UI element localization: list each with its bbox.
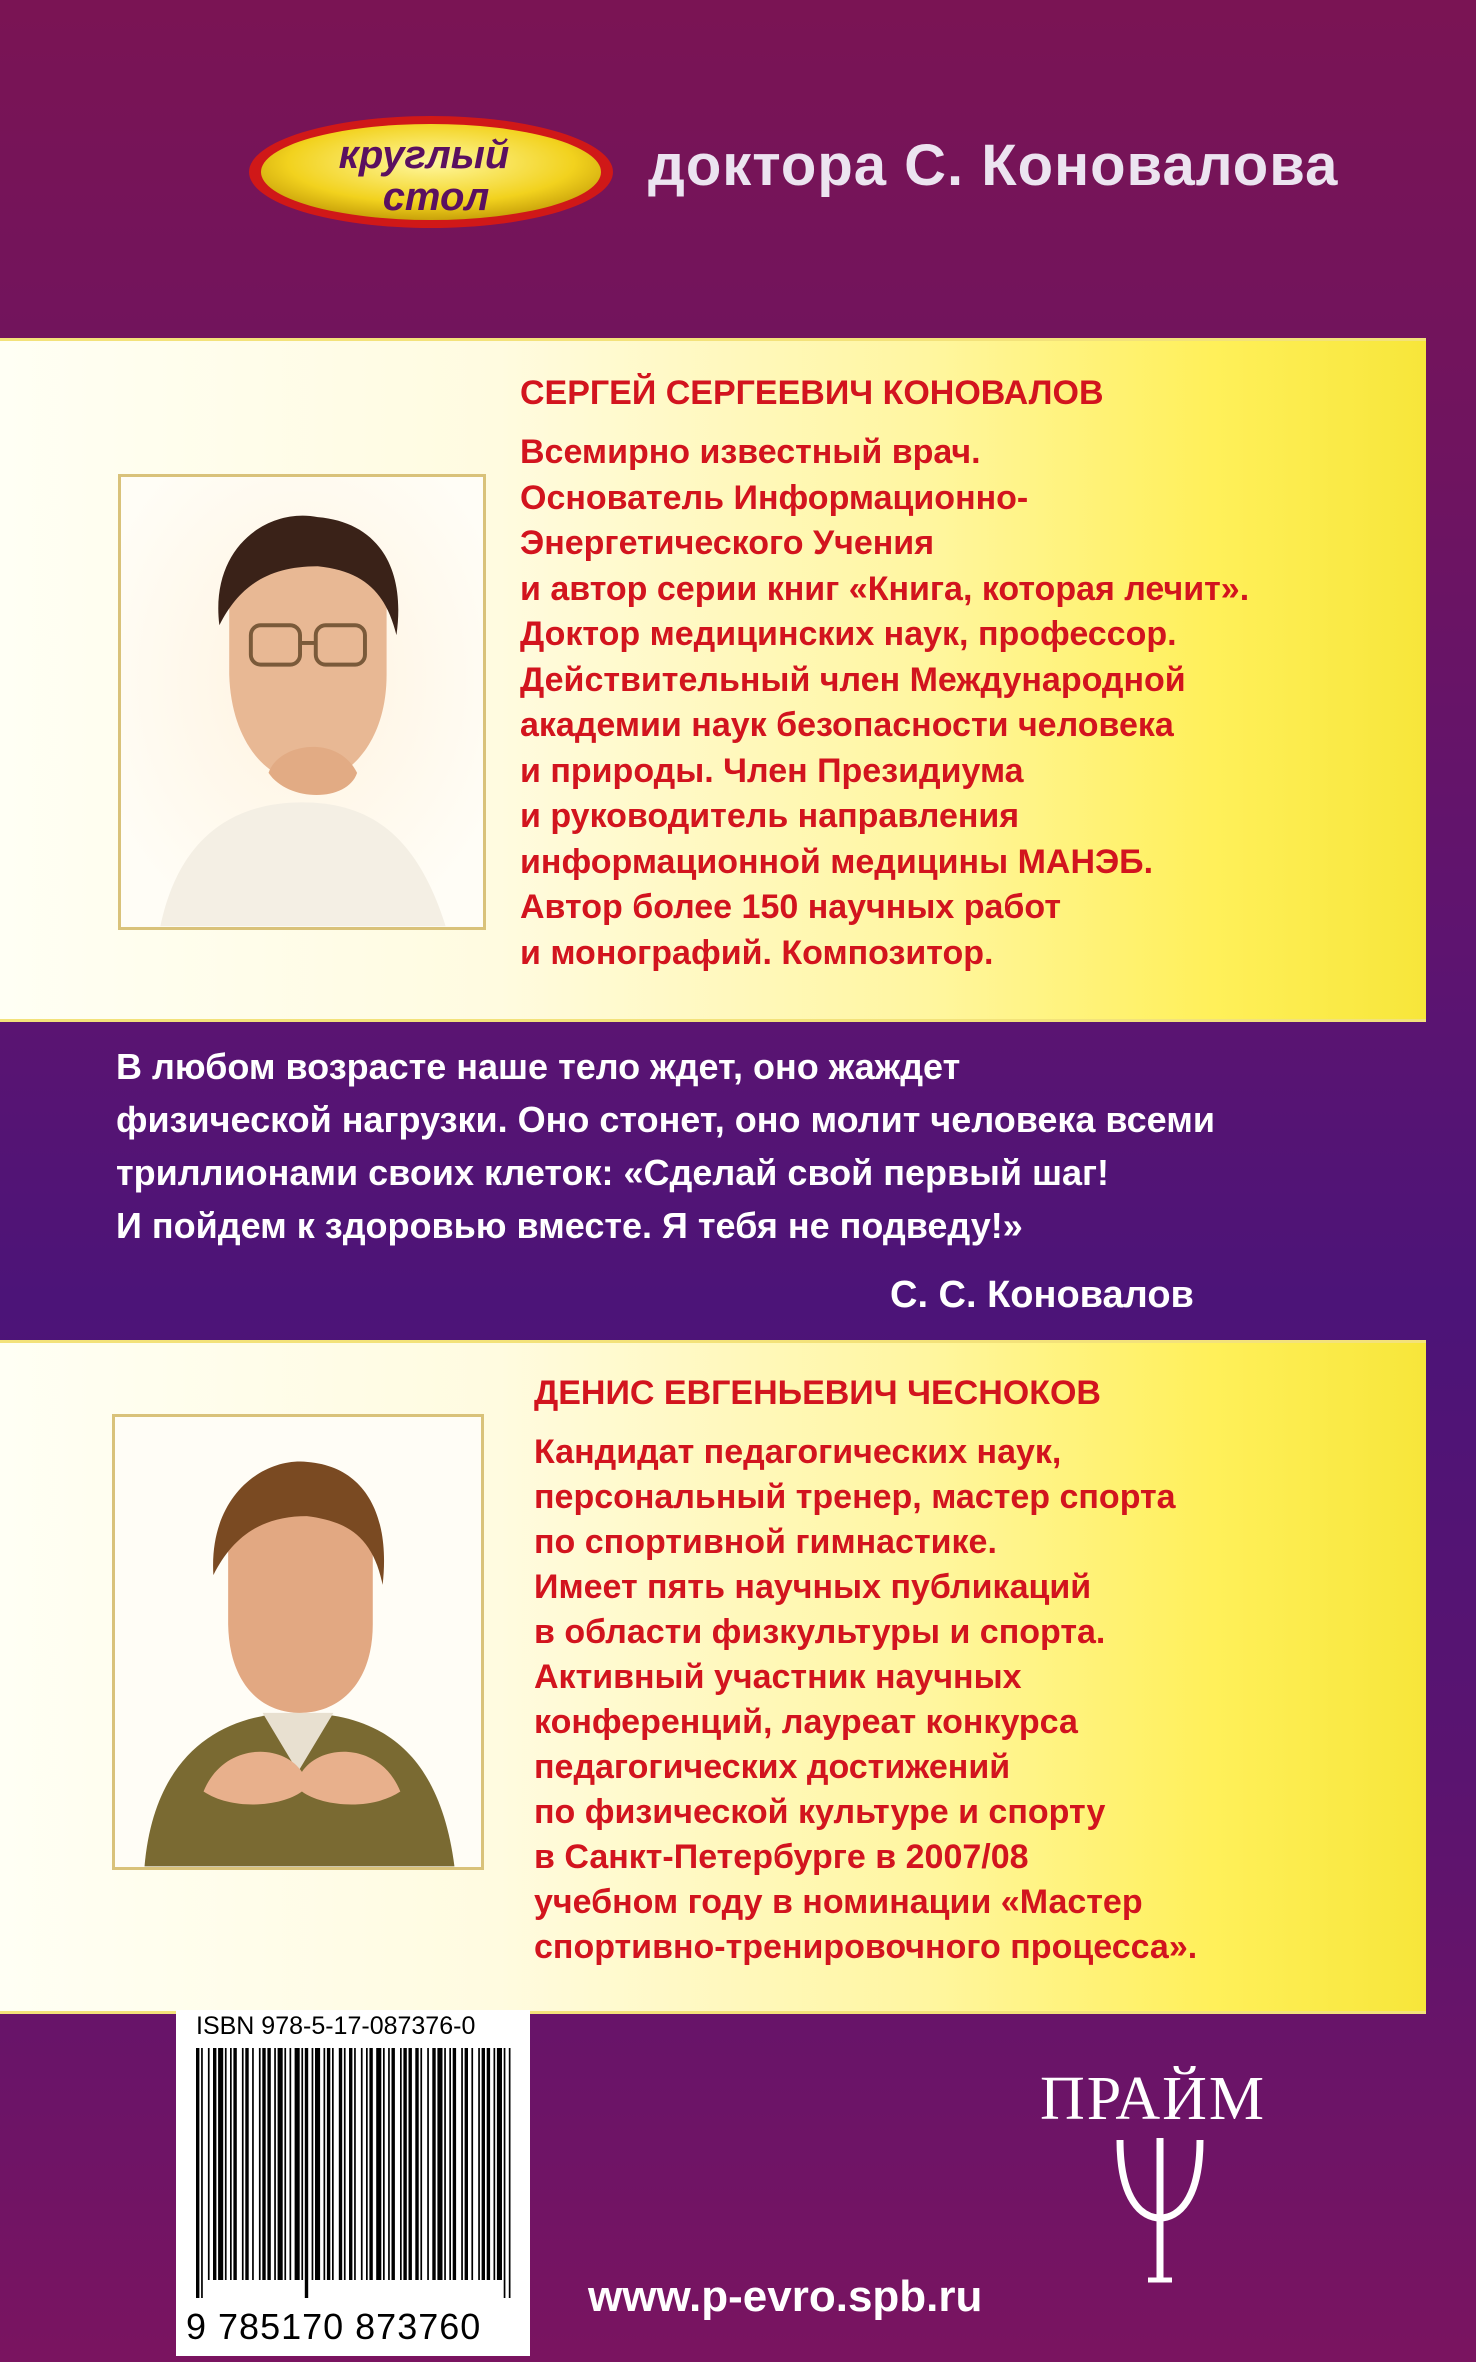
publisher-website: www.p-evro.spb.ru: [588, 2272, 983, 2321]
bio-line: Автор более 150 научных работ: [520, 888, 1061, 926]
bio-line: персональный тренер, мастер спорта: [534, 1478, 1176, 1516]
bio-line: Доктор медицинских наук, профессор.: [520, 615, 1177, 653]
author1-name: СЕРГЕЙ СЕРГЕЕВИЧ КОНОВАЛОВ: [520, 374, 1104, 412]
author2-photo: [112, 1414, 484, 1870]
bio-line: Действительный член Международной: [520, 660, 1186, 699]
bio-line: академии наук безопасности человека: [520, 706, 1174, 744]
quote-block: [116, 1040, 1215, 1252]
author2-bio: [534, 1430, 1197, 1970]
psi-logo-icon: [1112, 2130, 1208, 2286]
quote-line: В любом возрасте наше тело ждет, оно жаждет: [116, 1046, 961, 1087]
author1-photo: [118, 474, 486, 930]
isbn-text: ISBN 978-5-17-087376-0: [196, 2012, 476, 2040]
portrait-young-man-illustration: [115, 1417, 481, 1867]
bio-line: в Санкт-Петербурге в 2007/08: [534, 1838, 1029, 1876]
bio-line: и автор серии книг «Книга, которая лечит».: [520, 569, 1250, 608]
bio-line: учебном году в номинации «Мастер: [534, 1883, 1143, 1921]
bio-line: Основатель Информационно-: [520, 478, 1029, 517]
bio-line: Энергетического Учения: [520, 524, 935, 562]
bio-line: информационной медицины МАНЭБ.: [520, 842, 1154, 881]
bio-line: и руководитель направления: [520, 797, 1020, 835]
bio-line: и природы. Член Президиума: [520, 751, 1024, 790]
quote-line: физической нагрузки. Оно стонет, оно молит человека всеми: [116, 1099, 1215, 1140]
badge-line1: круглый: [338, 133, 510, 177]
bio-line: конференций, лауреат конкурса: [534, 1703, 1078, 1741]
bio-line: по спортивной гимнастике.: [534, 1523, 997, 1561]
portrait-man-glasses-illustration: [121, 477, 483, 927]
bio-line: и монографий. Композитор.: [520, 933, 994, 972]
bio-line: Активный участник научных: [534, 1658, 1022, 1696]
quote-line: триллионами своих клеток: «Сделай свой первый шаг!: [116, 1152, 1110, 1193]
bio-line: педагогических достижений: [534, 1748, 1011, 1786]
round-table-badge: [246, 112, 616, 232]
bio-line: Всемирно известный врач.: [520, 433, 981, 471]
bio-line: Имеет пять научных публикаций: [534, 1568, 1092, 1606]
publisher-logo-text: ПРАЙМ: [1040, 2065, 1267, 2133]
bio-line: в области физкультуры и спорта.: [534, 1613, 1106, 1651]
series-title: доктора С. Коновалова: [648, 133, 1339, 198]
quote-line: И пойдем к здоровью вместе. Я тебя не подведу!»: [116, 1205, 1023, 1246]
bio-line: по физической культуре и спорту: [534, 1793, 1106, 1831]
author1-bio: [520, 430, 1249, 976]
barcode-icon: [194, 2048, 512, 2298]
badge-line2: стол: [382, 175, 490, 219]
barcode-digits: 9 785170 873760: [186, 2306, 482, 2347]
bio-line: Кандидат педагогических наук,: [534, 1433, 1062, 1471]
quote-author: С. С. Коновалов: [890, 1274, 1194, 1316]
bio-line: спортивно-тренировочного процесса».: [534, 1928, 1198, 1966]
author2-name: ДЕНИС ЕВГЕНЬЕВИЧ ЧЕСНОКОВ: [534, 1374, 1101, 1412]
